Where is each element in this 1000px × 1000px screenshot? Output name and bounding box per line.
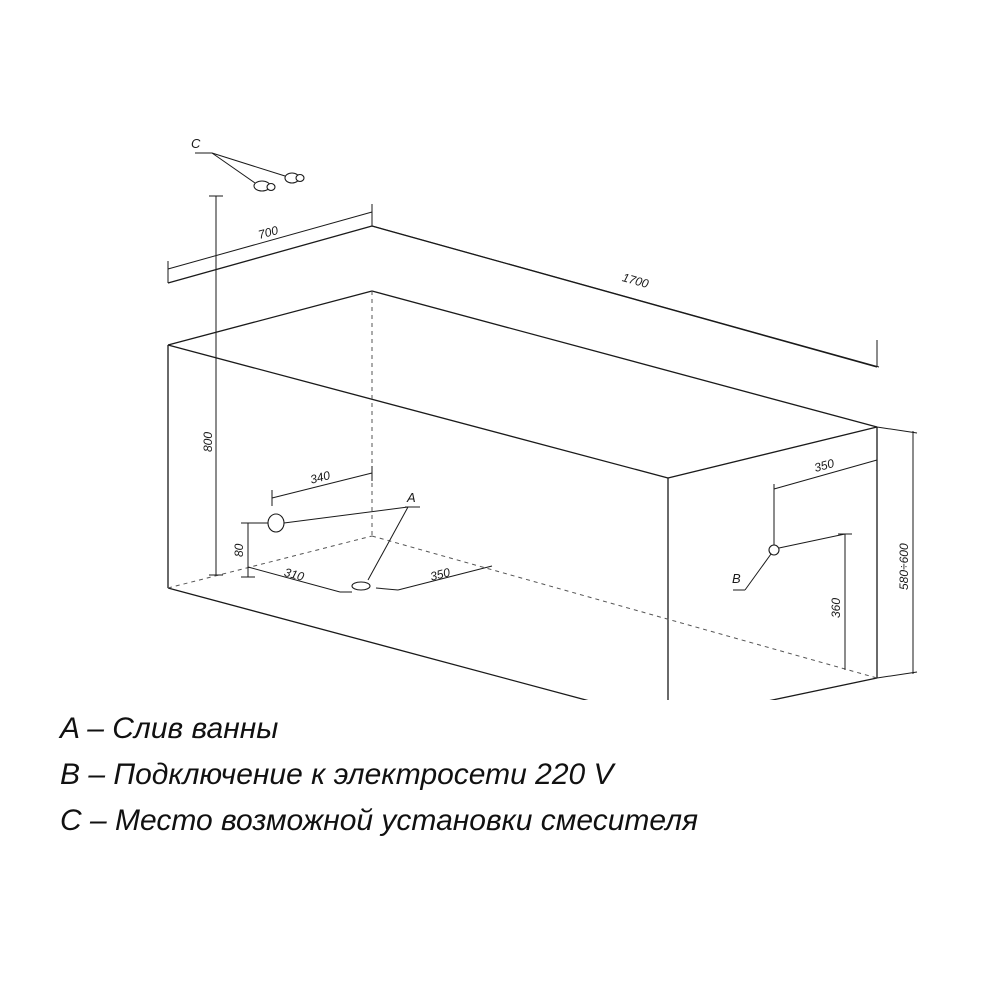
dim-580-600: 580÷600 xyxy=(897,543,911,590)
electrical-connection-b xyxy=(732,456,877,670)
mixer-connector-right-small-icon xyxy=(296,175,304,182)
dim-350-drain: 350 xyxy=(428,565,452,584)
dim-800: 800 xyxy=(201,431,215,452)
dim-360: 360 xyxy=(829,597,843,618)
legend xyxy=(60,706,960,844)
drain-floor-icon xyxy=(352,582,370,590)
legend-item-c: C – Место возможной установки смесителя xyxy=(60,804,699,837)
drain-wall-icon xyxy=(268,514,284,532)
dim-310: 310 xyxy=(282,565,306,584)
dim-1700: 1700 xyxy=(620,270,651,291)
mixer-location-c xyxy=(191,136,304,191)
socket-icon xyxy=(769,545,779,555)
legend-item-a: A – Слив ванны xyxy=(60,712,279,745)
dim-700: 700 xyxy=(256,223,280,242)
dim-80: 80 xyxy=(232,543,246,557)
hidden-edges xyxy=(168,291,877,678)
bathtub-outline xyxy=(168,226,877,700)
mixer-connector-left-small-icon xyxy=(267,184,275,191)
dimension-panel-height xyxy=(877,427,917,678)
dimension-length xyxy=(372,226,879,367)
dimension-height xyxy=(201,196,223,575)
dimension-width xyxy=(168,204,372,283)
label-b: B xyxy=(732,571,741,586)
drain-location-a xyxy=(232,466,492,592)
legend-item-b: B – Подключение к электросети 220 V xyxy=(60,758,614,791)
dim-340: 340 xyxy=(308,468,332,487)
label-a: A xyxy=(407,490,416,505)
dim-350-socket: 350 xyxy=(812,456,836,475)
label-c: C xyxy=(191,136,201,151)
